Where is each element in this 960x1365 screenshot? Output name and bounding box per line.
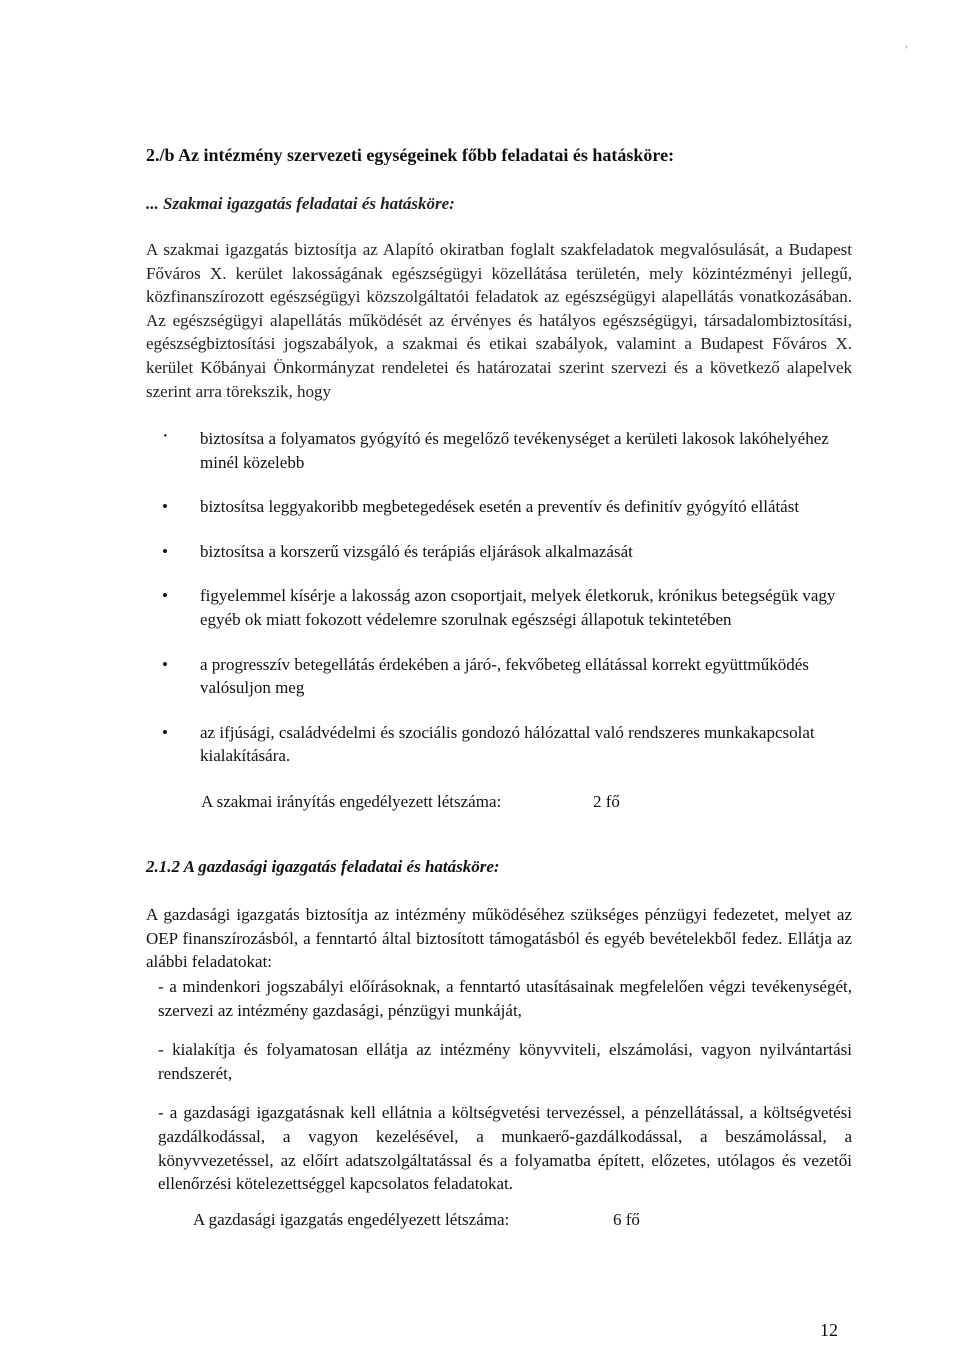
list-item: • a progresszív betegellátás érdekében a járó-, fekvőbeteg ellátással korrekt együttműködés valósuljon meg bbox=[160, 653, 850, 700]
list-item: • biztosítsa leggyakoribb megbetegedések esetén a preventív és definitív gyógyító ellátást bbox=[160, 495, 850, 519]
professional-staff-value: 2 fő bbox=[593, 792, 620, 811]
list-item: - a gazdasági igazgatásnak kell ellátnia a költségvetési tervezéssel, a pénzellátással, a költségvetési gazdálkodással, a vagyon kezelésével, a munkaerő-gazdálkodással, a beszámolással, a könyvvezetéssel, az előírt adatszolgáltatással és a folyamatba épített, előzetes, utólagos és vezetői ellenőrzési kötelezettséggel kapcsolatos feladatokat. bbox=[158, 1103, 852, 1194]
page-number: 12 bbox=[820, 1320, 838, 1340]
subsection-2-title: 2.1.2 A gazdasági igazgatás feladatai és hatásköre: bbox=[146, 857, 500, 876]
economic-staff-label: A gazdasági igazgatás engedélyezett létszáma: bbox=[193, 1210, 510, 1229]
list-item: • figyelemmel kísérje a lakosság azon csoportjait, melyek életkoruk, krónikus betegségük vagy egyéb ok miatt fokozott védelemre szorulnak egészségi állapotuk tekintetében bbox=[160, 584, 850, 631]
scan-mark: , bbox=[905, 38, 908, 50]
list-item: - kialakítja és folyamatosan ellátja az intézmény könyvviteli, elszámolási, vagyon nyilvántartási rendszerét, bbox=[158, 1040, 852, 1083]
list-item: · biztosítsa a folyamatos gyógyító és megelőző tevékenységet a kerületi lakosok lakóhelyéhez minél közelebb bbox=[160, 427, 850, 474]
economic-staff-value: 6 fő bbox=[613, 1210, 640, 1229]
section-heading: 2./b Az intézmény szervezeti egységeinek főbb feladatai és hatásköre: bbox=[146, 145, 675, 165]
list-item: - a mindenkori jogszabályi előírásoknak, a fenntartó utasításainak megfelelően végzi tevékenységét, szervezi az intézmény gazdasági, pénzügyi munkáját, bbox=[158, 977, 852, 1020]
principles-list bbox=[160, 427, 850, 789]
subsection-1-intro: A szakmai igazgatás biztosítja az Alapító okiratban foglalt szakfeladatok megvalósulását, a Budapest Főváros X. kerület lakosságának egészségügyi közellátása területén, mely közintézményi jellegű, közfinanszírozott egészségügyi közszolgáltatói feladatok az egészségügyi alapellátás vonatkozásában. Az egészségügyi alapellátás működését az érvényes és hatályos egészségügyi, társadalombiztosítási, egészségbiztosítási jogszabályok, a szakmai és etikai szabályok, valamint a Budapest Főváros X. kerület Kőbányai Önkormányzat rendeletei és határozatai szerint szervezi és a következő alapelvek szerint arra törekszik, hogy bbox=[146, 240, 852, 401]
professional-staff-label: A szakmai irányítás engedélyezett létszáma: bbox=[201, 792, 502, 811]
list-item: • biztosítsa a korszerű vizsgáló és terápiás eljárások alkalmazását bbox=[160, 540, 850, 564]
task-list bbox=[158, 975, 852, 1212]
subsection-2-intro: A gazdasági igazgatás biztosítja az intézmény működéséhez szükséges pénzügyi fedezetet, melyet az OEP finanszírozásból, a fenntartó által biztosított támogatásból és egyéb bevételekből fedez. Ellátja az alábbi feladatokat: bbox=[146, 905, 852, 972]
subsection-1-title: ... Szakmai igazgatás feladatai és hatásköre: bbox=[146, 194, 455, 213]
list-item: • az ifjúsági, családvédelmi és szociális gondozó hálózattal való rendszeres munkakapcsolat kialakítására. bbox=[160, 721, 850, 768]
